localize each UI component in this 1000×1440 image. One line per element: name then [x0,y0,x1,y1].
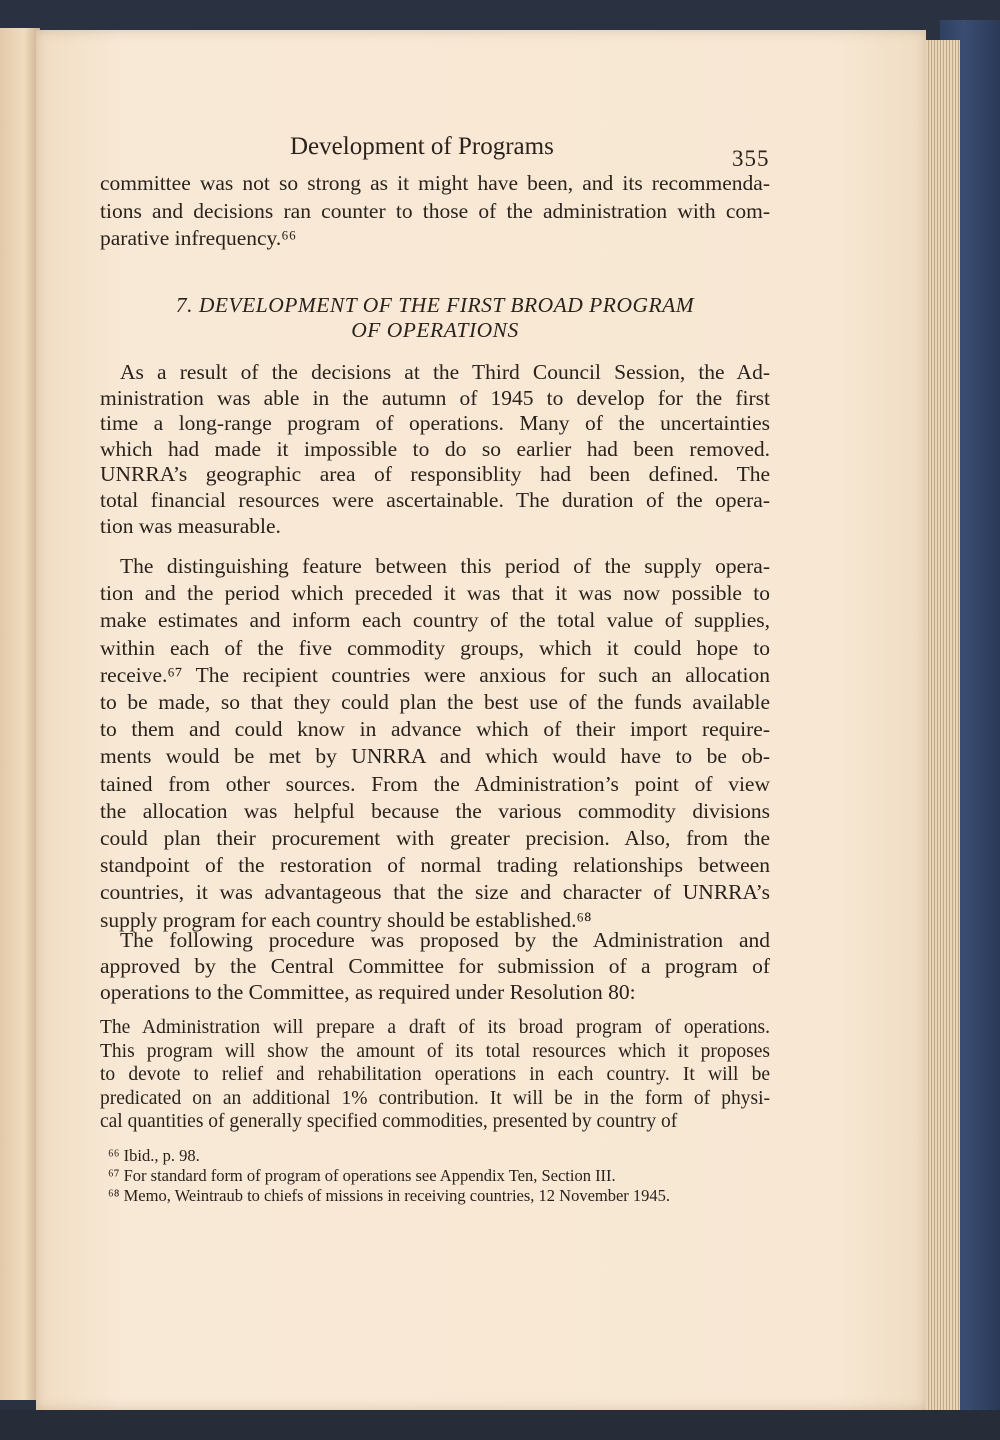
body-line: receive.⁶⁷ The recipient countries were anxious for such an allocation [100,662,770,687]
body-line: make estimates and inform each country of the total value of supplies, [100,608,770,633]
page-number: 355 [732,146,770,171]
body-line: As a result of the decisions at the Third Council Session, the Ad- [120,360,770,384]
body-line: time a long-range program of operations. Many of the uncertainties [100,411,770,436]
body-line: UNRRA’s geographic area of responsiblity had been defined. The [100,462,770,487]
body-line: to be made, so that they could plan the best use of the funds available [100,690,770,714]
body-line: to them and could know in advance which of their import require- [100,717,770,742]
heading-line: OF OPERATIONS [351,318,519,342]
page-edges [920,40,960,1410]
footnote-line: ⁶⁸ Memo, Weintraub to chiefs of missions in receiving countries, 12 November 1945. [108,1186,671,1205]
body-line: parative infrequency.⁶⁶ [100,226,297,250]
body-line: committee was not so strong as it might have been, and its recommenda- [100,171,770,195]
body-line: tion was measurable. [100,513,281,538]
body-line: ministration was able in the autumn of 1945 to develop for the first [100,385,770,410]
body-line: approved by the Central Committee for submission of a program of [100,954,770,978]
body-line: the allocation was helpful because the various commodity divisions [100,798,770,823]
quote-line: cal quantities of generally specified commodities, presented by country of [100,1111,678,1132]
body-line: total financial resources were ascertainable. The duration of the opera- [100,488,770,512]
footnote-line: ⁶⁷ For standard form of program of operations see Appendix Ten, Section III. [108,1166,616,1185]
body-line: standpoint of the restoration of normal trading relationships between [100,853,770,878]
background [0,1410,1000,1440]
body-line: which had made it impossible to do so earlier had been removed. [100,436,770,461]
body-line: operations to the Committee, as required under Resolution 80: [100,980,636,1004]
body-line: tained from other sources. From the Administration’s point of view [100,771,770,796]
quote-line: to devote to relief and rehabilitation operations in each country. It will be [100,1064,770,1085]
body-line: supply program for each country should be established.⁶⁸ [100,907,592,932]
body-line: The following procedure was proposed by the Administration and [120,928,770,952]
body-line: within each of the five commodity groups, which it could hope to [100,635,770,660]
previous-page-edge [0,28,40,1400]
heading-line: 7. DEVELOPMENT OF THE FIRST BROAD PROGRAM [175,293,695,317]
body-line: tions and decisions ran counter to those of the administration with com- [100,198,770,223]
body-line: countries, it was advantageous that the size and character of UNRRA’s [100,880,770,905]
footnote-line: ⁶⁶ Ibid., p. 98. [108,1146,200,1165]
body-line: tion and the period which preceded it was that it was now possible to [100,581,770,606]
quote-line: predicated on an additional 1% contribution. It will be in the form of physi- [100,1087,770,1109]
quote-line: The Administration will prepare a draft of its broad program of operations. [100,1017,770,1038]
body-line: The distinguishing feature between this period of the supply opera- [120,554,770,578]
running-header: Development of Programs [290,133,554,160]
body-line: could plan their procurement with greater precision. Also, from the [100,826,770,850]
quote-line: This program will show the amount of its total resources which it proposes [100,1040,770,1062]
body-line: ments would be met by UNRRA and which would have to be ob- [100,744,770,769]
